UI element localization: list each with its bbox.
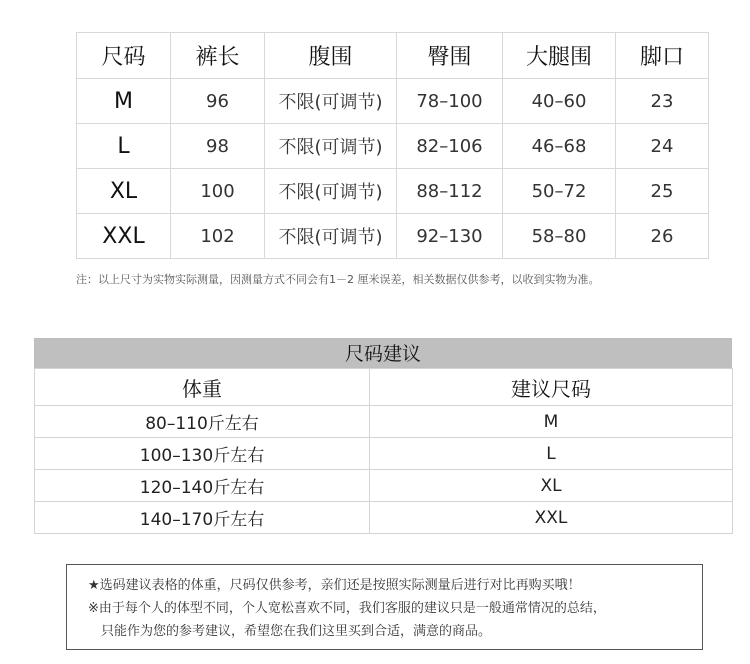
table-row — [77, 214, 709, 259]
weight-cell: 140–170斤左右 — [35, 502, 370, 534]
size-cell: XXL — [77, 214, 171, 259]
length-cell: 96 — [171, 79, 265, 124]
header-weight: 体重 — [35, 369, 370, 406]
size-cell: M — [77, 79, 171, 124]
length-cell: 98 — [171, 124, 265, 169]
length-cell: 102 — [171, 214, 265, 259]
hip-cell: 82–106 — [397, 124, 503, 169]
recommendation-title: 尺码建议 — [34, 338, 732, 368]
weight-cell: 120–140斤左右 — [35, 470, 370, 502]
size-table-header-row — [77, 33, 709, 79]
table-row — [35, 470, 733, 502]
table-row — [35, 502, 733, 534]
header-hem: 脚口 — [616, 33, 709, 79]
header-waist: 腹围 — [265, 33, 397, 79]
hip-cell: 88–112 — [397, 169, 503, 214]
hem-cell: 26 — [616, 214, 709, 259]
suggested-size-cell: XL — [370, 470, 733, 502]
table-row — [35, 406, 733, 438]
hem-cell: 23 — [616, 79, 709, 124]
table-row — [35, 438, 733, 470]
notice-line: ★选码建议表格的体重，尺码仅供参考，亲们还是按照实际测量后进行对比再购买哦！ — [88, 578, 581, 593]
length-cell: 100 — [171, 169, 265, 214]
size-cell: L — [77, 124, 171, 169]
hip-cell: 92–130 — [397, 214, 503, 259]
notice-box — [66, 564, 703, 650]
header-suggested-size: 建议尺码 — [370, 369, 733, 406]
header-size: 尺码 — [77, 33, 171, 79]
suggested-size-cell: M — [370, 406, 733, 438]
suggested-size-cell: L — [370, 438, 733, 470]
weight-cell: 100–130斤左右 — [35, 438, 370, 470]
weight-cell: 80–110斤左右 — [35, 406, 370, 438]
thigh-cell: 50–72 — [503, 169, 616, 214]
header-thigh: 大腿围 — [503, 33, 616, 79]
header-length: 裤长 — [171, 33, 265, 79]
hem-cell: 24 — [616, 124, 709, 169]
size-recommendation — [34, 338, 732, 534]
table-row — [77, 169, 709, 214]
waist-cell: 不限(可调节) — [265, 214, 397, 259]
size-cell: XL — [77, 169, 171, 214]
recommendation-table — [34, 368, 733, 534]
thigh-cell: 40–60 — [503, 79, 616, 124]
waist-cell: 不限(可调节) — [265, 79, 397, 124]
waist-cell: 不限(可调节) — [265, 124, 397, 169]
thigh-cell: 46–68 — [503, 124, 616, 169]
table-row — [77, 124, 709, 169]
hem-cell: 25 — [616, 169, 709, 214]
thigh-cell: 58–80 — [503, 214, 616, 259]
header-hip: 臀围 — [397, 33, 503, 79]
table-row — [77, 79, 709, 124]
notice-line: 只能作为您的参考建议，希望您在我们这里买到合适，满意的商品。 — [101, 624, 492, 639]
suggested-size-cell: XXL — [370, 502, 733, 534]
recommendation-header-row — [35, 369, 733, 406]
notice-line: ※由于每个人的体型不同，个人宽松喜欢不同，我们客服的建议只是一般通常情况的总结， — [88, 601, 606, 616]
measurement-note: 注：以上尺寸为实物实际测量，因测量方式不同会有1－2 厘米误差，相关数据仅供参考，以收到实物为准。 — [76, 273, 600, 286]
size-table — [76, 32, 709, 259]
hip-cell: 78–100 — [397, 79, 503, 124]
waist-cell: 不限(可调节) — [265, 169, 397, 214]
